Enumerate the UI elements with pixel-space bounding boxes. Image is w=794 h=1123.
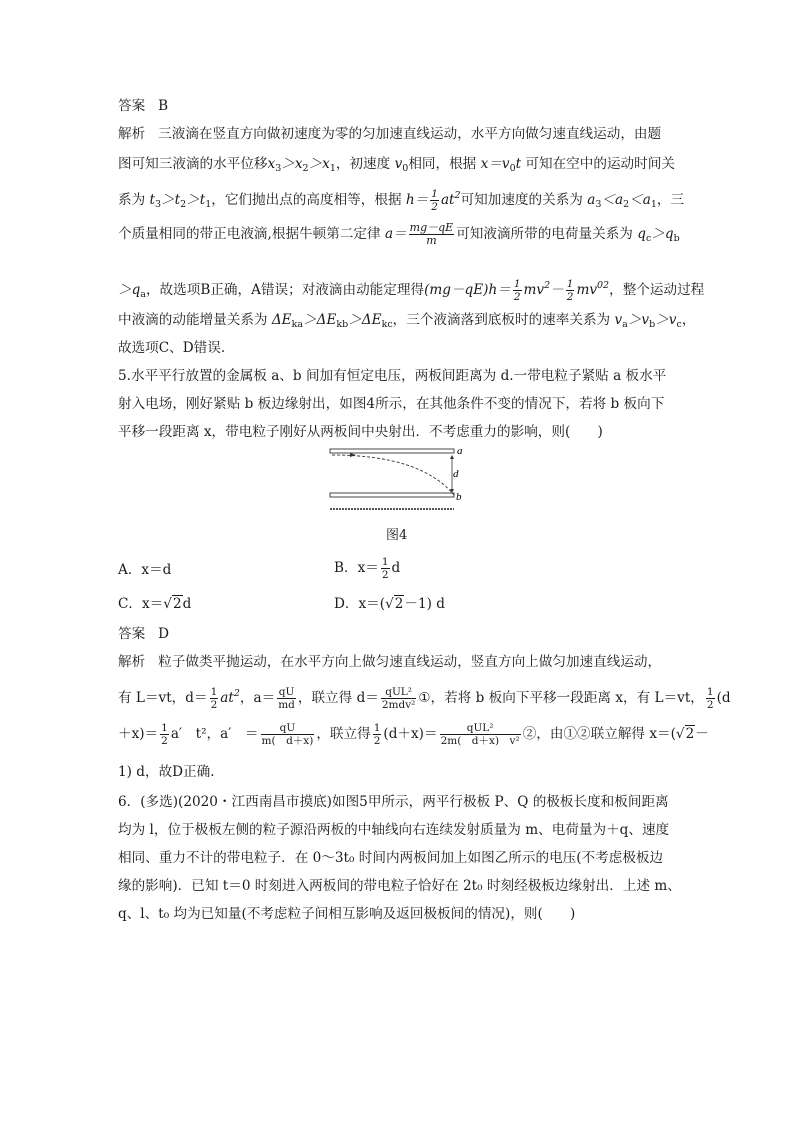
- q5-line-1: [118, 366, 666, 386]
- fraction: $\frac{\text{qUL²}}{\text{2m( d＋x) v²}}$: [440, 722, 520, 747]
- formula: a＝ $\frac{mg-qE}{m}$: [384, 221, 454, 247]
- analysis-text: 可知在空中的运动时间关: [525, 156, 675, 172]
- q6-line-1: [118, 792, 669, 812]
- analysis-text: ②，由①②联立解得 x＝(: [522, 726, 676, 742]
- analysis-text: ，它们抛出点的高度相等，根据: [211, 192, 402, 208]
- analysis-text: 故选项C、D错误.: [118, 340, 226, 356]
- fraction: $\frac{1}{2}$: [161, 722, 168, 747]
- analysis-text: ，整个运动过程: [609, 282, 705, 298]
- analysis-text: ①，若将 b 板向下平移一段距离 x，有 L＝vt，: [418, 690, 704, 706]
- analysis-text: 有 L＝vt，d＝: [118, 690, 208, 706]
- analysis1-line-4: [118, 222, 680, 249]
- answer-line-2: [118, 624, 169, 644]
- fraction: $\frac{1}{2}$: [381, 556, 389, 581]
- q6-line-5: [118, 904, 575, 924]
- option-d[interactable]: D．x＝(√2－1) d: [334, 596, 445, 612]
- option-text: B．x＝: [334, 560, 379, 576]
- formula: $q_c>q_b$: [637, 226, 680, 244]
- analysis-text: ，a＝: [239, 690, 276, 706]
- analysis-text: (d＋x)＝: [383, 726, 438, 742]
- analysis-text: 系为: [118, 192, 146, 208]
- option-text: d: [391, 560, 401, 576]
- question-text: 平移一段距离 x，带电粒子刚好从两板间中央射出．不考虑重力的影响，则( ): [118, 424, 603, 440]
- analysis1-line-7: [118, 338, 225, 358]
- analysis-label: 解析: [118, 126, 146, 142]
- option-text: D．x＝(: [334, 596, 386, 612]
- analysis-text: 图可知三液滴的水平位移: [118, 156, 268, 172]
- analysis-text: 三液滴在竖直方向做初速度为零的匀加速直线运动，水平方向做匀速直线运动，由题: [158, 126, 662, 142]
- formula: $v_a>v_b>v_c$: [614, 312, 682, 330]
- option-c[interactable]: C．x＝√2d: [118, 596, 192, 612]
- analysis-text: ，初速度: [335, 156, 391, 172]
- answer-value: B: [158, 98, 169, 114]
- analysis-text: a′ t²，a′ ＝: [170, 726, 259, 742]
- formula: $v_0$: [394, 156, 409, 174]
- formula: $at^2$: [220, 688, 240, 706]
- analysis2-line-4: [118, 762, 215, 782]
- answer-label: 答案: [118, 626, 146, 642]
- analysis-text: ＋x)＝: [118, 726, 159, 742]
- arrow-icon: [350, 453, 356, 457]
- fraction: $\frac{\text{qUL²}}{\text{2mdv²}}$: [381, 686, 416, 711]
- analysis-text: 中液滴的动能增量关系为: [118, 312, 268, 328]
- question-text: 5.水平平行放置的金属板 a、b 间加有恒定电压，两板间距离为 d.一带电粒子紧贴 a 板水平: [118, 368, 667, 384]
- formula: $a_3<a_2<a_1$: [587, 192, 657, 210]
- answer-value: D: [158, 626, 170, 642]
- analysis-text: ，三: [656, 192, 685, 208]
- option-text: A．x＝d: [118, 562, 172, 578]
- option-text: C．x＝: [118, 596, 164, 612]
- analysis-text: 可知液滴所带的电荷量关系为: [456, 226, 633, 242]
- analysis-text: 粒子做类平抛运动，在水平方向上做匀速直线运动，竖直方向上做匀加速直线运动，: [158, 654, 662, 670]
- answer-line-1: [118, 96, 168, 116]
- particle-trajectory: [332, 455, 454, 495]
- formula: $x=v_0t$: [480, 156, 522, 174]
- analysis-text: 可知加速度的关系为: [460, 192, 583, 208]
- analysis-text: 相同，根据: [408, 156, 477, 172]
- analysis2-line-2: [118, 684, 731, 711]
- analysis1-line-1: [118, 124, 661, 144]
- analysis2-line-1: [118, 652, 661, 672]
- fraction: $\frac{1}{2}$: [210, 686, 218, 711]
- option-b[interactable]: [334, 556, 400, 581]
- analysis-text: 个质量相同的带正电液滴,根据牛顿第二定律: [118, 226, 381, 242]
- formula: $t_3>t_2>t_1$: [149, 192, 212, 210]
- option-text: d: [182, 596, 192, 612]
- analysis-text: ，故选项B正确，A错误；对液滴由动能定理得: [145, 282, 425, 298]
- formula: (mg－qE)h＝ $\frac{1}{2}$ $mv^2-$ $\frac{1}{2}$ $mv^{02}$: [424, 278, 610, 303]
- plate-b: [330, 493, 454, 497]
- analysis-text: ，: [681, 312, 696, 328]
- question-text: 相同、重力不计的带电粒子．在 0～3t₀ 时间内两板间加上如图乙所示的电压(不考虑极板边: [118, 850, 664, 866]
- analysis-text: －: [695, 726, 709, 742]
- fraction: $\frac{qU}{m( d+x)}$: [261, 722, 314, 747]
- analysis1-line-3: [118, 186, 684, 215]
- label-d: d: [453, 468, 459, 480]
- q6-line-2: [118, 820, 669, 840]
- question-text: 均为 l，位于极板左侧的粒子源沿两板的中轴线向右连续发射质量为 m、电荷量为＋q、速度: [118, 822, 670, 838]
- option-text: －1) d: [404, 596, 445, 612]
- figure-4-diagram: [326, 440, 468, 518]
- analysis1-line-2: [118, 154, 675, 179]
- formula: h＝ $\frac{1}{2}$ $at^2$: [405, 188, 461, 213]
- q6-line-4: [118, 876, 681, 896]
- question-text: 6．(多选)(2020・江西南昌市摸底)如图5甲所示，两平行极板 P、Q 的极板长度和板间距离: [118, 794, 669, 810]
- analysis-label: 解析: [118, 654, 146, 670]
- answer-label: 答案: [118, 98, 146, 114]
- q5-line-2: [118, 394, 664, 414]
- fraction: $\frac{1}{2}$: [373, 722, 381, 747]
- plate-a: [330, 449, 454, 453]
- label-a: a: [457, 445, 463, 457]
- figure-caption: 图4: [386, 528, 408, 543]
- analysis-text: ，联立得: [316, 726, 371, 742]
- fraction: $\frac{qU}{md}$: [278, 686, 295, 711]
- q5-line-3: [118, 422, 603, 442]
- analysis2-line-3: ＋x)＝ $\frac{1}{2}$ a′ t²，a′ ＝ $\frac{qU}{m( d+x)}$ ，联立得 $\frac{1}{2}$ (d＋x)＝ $\frac{\text{qUL²}}{\text{2m( d＋x) v²}}$ ②，由①②联立解得 x＝(√2－: [118, 722, 709, 747]
- formula: $\Delta E_{ka}>\Delta E_{kb}>\Delta E_{kc}$: [271, 312, 393, 330]
- analysis-text: ，联立得 d＝: [297, 690, 379, 706]
- q6-line-3: [118, 848, 663, 868]
- arrow-up-icon: [450, 455, 454, 459]
- formula: $x_3>x_2>x_1$: [267, 156, 336, 174]
- label-b: b: [456, 491, 462, 503]
- question-text: q、l、t₀ 均为已知量(不考虑粒子间相互影响及返回极板间的情况)，则( ): [118, 906, 576, 922]
- analysis-text: (d: [716, 690, 731, 706]
- question-text: 射入电场，刚好紧贴 b 板边缘射出，如图4所示，在其他条件不变的情况下，若将 b 板向下: [118, 396, 665, 412]
- fraction: $\frac{1}{2}$: [706, 686, 714, 711]
- analysis-text: 1) d，故D正确.: [118, 764, 215, 780]
- analysis-text: ，三个液滴落到底板时的速率关系为: [392, 312, 611, 328]
- option-a[interactable]: [118, 560, 171, 580]
- analysis1-line-5: [118, 276, 704, 305]
- question-text: 缘的影响)．已知 t＝0 时刻进入两板间的带电粒子恰好在 2t₀ 时刻经极板边缘射出．上述 m、: [118, 878, 681, 894]
- analysis1-line-6: [118, 310, 695, 335]
- formula: $>q_a$: [118, 282, 146, 300]
